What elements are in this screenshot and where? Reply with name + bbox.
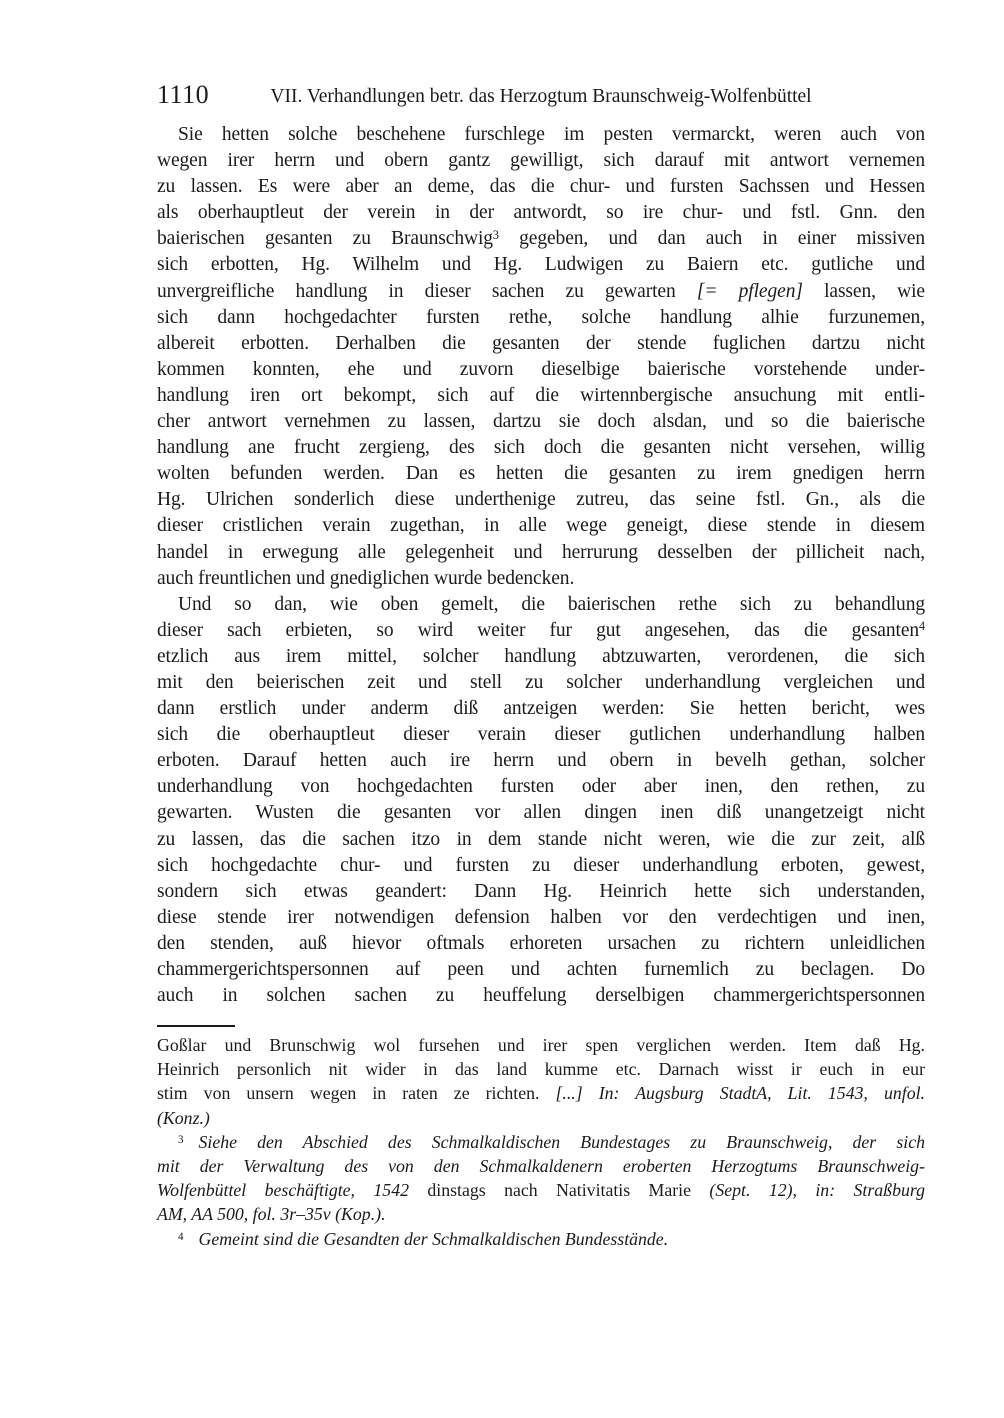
main-text-block <box>157 122 925 1009</box>
text-line: sich erbotten, Hg. Wilhelm und Hg. Ludwigen zu Baiern etc. gutliche und <box>157 254 925 276</box>
text-line: cher antwort vernehmen zu lassen, dartzu sie doch alsdan, und so die baierische <box>157 411 925 433</box>
footnote-line: AM, AA 500, fol. 3r–35v (Kop.). <box>157 1204 386 1225</box>
footnote-line: $^4$ Gemeint sind die Gesandten der Schmalkaldischen Bundesstände. <box>178 1228 669 1249</box>
text-line: dieser sach erbieten, so wird weiter fur gut angesehen, das die gesanten$^4$ <box>157 618 925 641</box>
footnote-line: (Konz.) <box>157 1107 210 1128</box>
text-line: sich hochgedachte chur- und fursten zu dieser underhandlung erboten, gewest, <box>157 854 925 876</box>
footnote-line: mit der Verwaltung des von den Schmalkaldenern eroberten Herzogtums Braunschweig- <box>157 1156 925 1177</box>
text-line: dann erstlich under anderm diß antzeigen werden: Sie hetten bericht, wes <box>157 698 925 720</box>
text-line: unvergreifliche handlung in dieser sachen zu gewarten [= pflegen] lassen, wie <box>157 280 925 302</box>
page-number: 1110 <box>157 80 210 109</box>
text-line: zu lassen. Es were aber an deme, das die chur- und fursten Sachssen und Hessen <box>157 176 925 198</box>
text-line: handel in erwegung alle gelegenheit und herrurung desselben der pillicheit nach, <box>157 541 925 563</box>
footnote-separator-rule <box>157 1025 235 1027</box>
footnote-line: Heinrich personlich nit wider in das land kumme etc. Darnach wisst ir euch in eur <box>157 1059 925 1080</box>
text-line: handlung iren ort bekompt, sich auf die wirtennbergische ansuchung mit entli- <box>157 384 925 406</box>
text-line: dieser cristlichen verain zugethan, in alle wege geneigt, diese stende in diesem <box>157 515 925 537</box>
text-line: Und so dan, wie oben gemelt, die baierischen rethe sich zu behandlung <box>178 593 925 615</box>
text-line: underhandlung von hochgedachten fursten oder aber inen, den rethen, zu <box>157 776 925 798</box>
text-line: erboten. Darauf hetten auch ire herrn und obern in bevelh gethan, solcher <box>157 750 925 772</box>
text-line: den stenden, auß hievor oftmals erhoreten ursachen zu richtern unleidlichen <box>157 932 925 954</box>
text-line: als oberhauptleut der verein in der antwordt, so ire chur- und fstl. Gnn. den <box>157 202 925 224</box>
text-line: sich die oberhauptleut dieser verain dieser gutlichen underhandlung halben <box>157 724 925 746</box>
text-line: sondern sich etwas geandert: Dann Hg. Heinrich hette sich understanden, <box>157 880 925 902</box>
running-title: VII. Verhandlungen betr. das Herzogtum Braunschweig-Wolfenbüttel <box>270 86 812 107</box>
text-line: gewarten. Wusten die gesanten vor allen dingen inen diß unangetzeigt nicht <box>157 802 925 824</box>
footnote-line: Wolfenbüttel beschäftigte, 1542 dinstags nach Nativitatis Marie (Sept. 12), in: Straßburg <box>157 1180 925 1201</box>
footnote-line: Goßlar und Brunschwig wol fursehen und irer spen verglichen werden. Item daß Hg. <box>157 1035 925 1055</box>
text-line: albereit erbotten. Derhalben die gesanten der stende fuglichen dartzu nicht <box>157 332 925 354</box>
text-line: auch in solchen sachen zu heuffelung derselbigen chammergerichtspersonnen <box>157 985 925 1007</box>
text-line: wolten befunden werden. Dan es hetten die gesanten zu irem gnedigen herrn <box>157 463 925 485</box>
text-line: Hg. Ulrichen sonderlich diese underthenige zutreu, das seine fstl. Gn., als die <box>157 489 925 511</box>
text-line: auch freuntlichen und gnediglichen wurde bedencken. <box>157 567 575 589</box>
text-line: etzlich aus irem mittel, solcher handlung abtzuwarten, verordenen, die sich <box>157 645 925 667</box>
text-line: chammergerichtspersonnen auf peen und achten furnemlich zu beclagen. Do <box>157 959 925 980</box>
text-line: diese stende irer notwendigen defension halben vor den verdechtigen und inen, <box>157 906 925 928</box>
text-line: wegen irer herrn und obern gantz gewilligt, sich darauf mit antwort vernemen <box>157 150 925 172</box>
footnote-line: stim von unsern wegen in raten ze richten. [...] In: Augsburg StadtA, Lit. 1543, unfol. <box>157 1083 925 1104</box>
page-header <box>157 0 925 120</box>
text-line: mit den beierischen zeit und stell zu solcher underhandlung vergleichen und <box>157 671 925 693</box>
text-line: kommen konnten, ehe und zuvorn dieselbige baierische vorstehende under- <box>157 358 925 380</box>
text-line: handlung ane frucht zergieng, des sich doch die gesanten nicht versehen, willig <box>157 437 925 459</box>
text-line: zu lassen, das die sachen itzo in dem stande nicht weren, wie die zur zeit, alß <box>157 828 925 850</box>
text-line: Sie hetten solche beschehene furschlege im pesten vermarckt, weren auch von <box>178 124 925 145</box>
text-line: sich dann hochgedachter fursten rethe, solche handlung alhie furzunemen, <box>157 306 925 328</box>
footnotes-block <box>157 1033 925 1251</box>
text-line: baierischen gesanten zu Braunschwig$^3$ gegeben, und dan auch in einer missiven <box>157 227 925 250</box>
footnote-line: $^3$ Siehe den Abschied des Schmalkaldischen Bundestages zu Braunschweig, der sich <box>178 1131 925 1152</box>
